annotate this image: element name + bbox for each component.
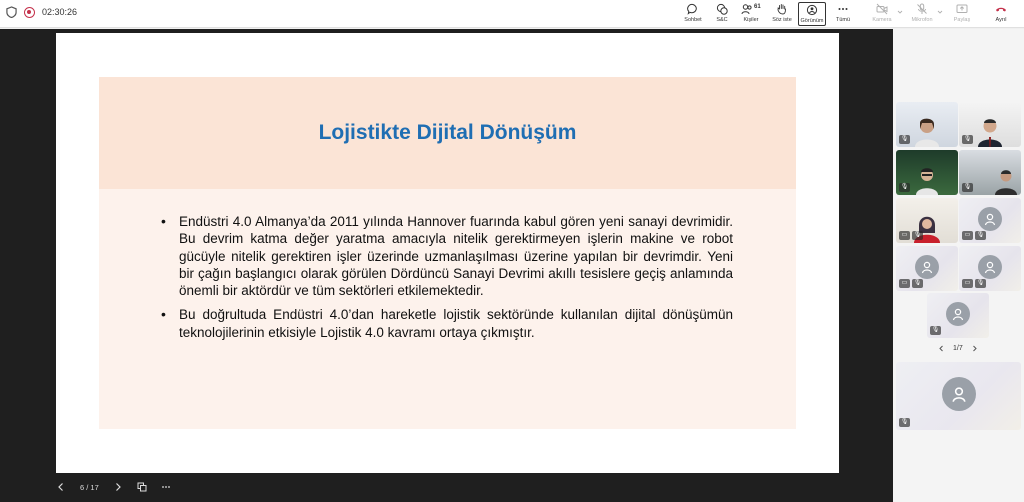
qa-icon [716, 3, 728, 15]
more-icon [837, 3, 849, 15]
leave-label: Ayrıl [995, 17, 1007, 23]
participant-tile[interactable] [959, 198, 1021, 243]
participants-gallery [893, 29, 1024, 502]
participant-video-feed [913, 163, 941, 195]
camera-off-small-icon: ▭ [899, 231, 910, 240]
presentation-nav [56, 477, 171, 497]
chat-label: Sohbet [684, 17, 702, 23]
presentation-slide [56, 33, 839, 473]
people-icon [741, 3, 753, 15]
participant-tile[interactable] [959, 246, 1021, 291]
participant-avatar-icon [942, 377, 976, 411]
participant-video-tile[interactable] [896, 198, 958, 243]
recording-icon [24, 7, 35, 18]
next-slide-icon[interactable] [113, 482, 123, 492]
slide-bullet-list [159, 213, 733, 348]
raise-hand-icon [776, 3, 788, 15]
participant-video-feed [976, 115, 1004, 147]
leave-call-icon [995, 3, 1007, 15]
more-options-icon[interactable] [161, 482, 171, 492]
previous-slide-icon[interactable] [56, 482, 66, 492]
mic-off-icon [916, 3, 928, 15]
mic-muted-icon: 🎙 [976, 280, 985, 286]
people-label: Kişiler [743, 17, 759, 23]
participant-avatar-icon [978, 255, 1002, 279]
view-icon [806, 4, 818, 16]
gallery-page-counter: 1/7 [953, 345, 963, 352]
camera-label: Kamera [872, 17, 892, 23]
participant-video-tile[interactable] [896, 102, 958, 147]
participant-avatar-icon [946, 302, 970, 326]
microphone-button[interactable] [908, 2, 936, 26]
microphone-options-chevron-icon[interactable] [937, 9, 943, 15]
slide-bullet: • Endüstri 4.0 Almanya’da 2011 yılında Hannover fuarında kabul gören yeni sanayi devrimidir. Bu devrim katma değer yaratma amacıyla nitelik gerektirmeyen işlerin makine ve robot gücüyle nitelik gerektiren işler üzerinde uzmanlaşılması üzerine yapılan bir devrimdir. Yeni bir çağın başlangıcı olarak görülen Dördüncü Sanayi Devrimi akıllı tesislere geçiş anlamında önemli bir aktördür ve tüm sektörleri etkilemektedir. [159, 213, 733, 299]
camera-off-small-icon: ▭ [962, 231, 973, 240]
participant-video-tile[interactable] [959, 150, 1021, 195]
slide-content-box [99, 77, 796, 429]
qa-button[interactable] [708, 2, 736, 26]
camera-off-small-icon: ▭ [899, 279, 910, 288]
slide-title: Lojistikte Dijital Dönüşüm [318, 121, 577, 144]
share-icon [956, 3, 968, 15]
raise-hand-label: Söz iste [772, 17, 792, 23]
mic-muted-icon: 🎙 [900, 419, 909, 425]
mic-muted-icon: 🎙 [963, 136, 972, 142]
microphone-label: Mikrofon [911, 17, 933, 23]
mic-muted-icon: 🎙 [931, 327, 940, 333]
camera-off-small-icon: ▭ [962, 279, 973, 288]
more-label: Tümü [835, 17, 851, 23]
share-label: Paylaş [953, 17, 971, 23]
self-view-tile[interactable] [896, 362, 1021, 430]
mic-muted-icon: 🎙 [913, 280, 922, 286]
participant-tile[interactable] [896, 246, 958, 291]
meeting-timer: 02:30:26 [42, 7, 78, 17]
mic-muted-icon: 🎙 [913, 232, 922, 238]
slide-title-band [99, 77, 796, 189]
next-page-icon[interactable] [971, 345, 978, 352]
camera-off-icon [876, 3, 888, 15]
participant-avatar-icon [978, 207, 1002, 231]
participant-video-feed [992, 163, 1020, 195]
thumbnails-icon[interactable] [137, 482, 147, 492]
camera-button[interactable] [868, 2, 896, 26]
participant-video-feed [913, 115, 941, 147]
participant-avatar-icon [915, 255, 939, 279]
share-button[interactable] [948, 2, 976, 26]
qa-label: S&C [716, 17, 728, 23]
meeting-toolbar [0, 0, 1024, 28]
toolbar-left [6, 6, 77, 18]
gallery-pager [938, 345, 978, 352]
more-button[interactable] [829, 2, 857, 26]
slide-bullet: • Bu doğrultuda Endüstri 4.0’dan hareketle lojistik sektöründe kullanılan dijital dönüşümün teknolojilerinin etkisiyle Lojistik 4.0 kavramı ortaya çıkmıştır. [159, 306, 733, 341]
view-button[interactable] [798, 2, 826, 26]
mic-muted-icon: 🎙 [976, 232, 985, 238]
previous-page-icon[interactable] [938, 345, 945, 352]
camera-options-chevron-icon[interactable] [897, 9, 903, 15]
participant-video-tile[interactable] [896, 150, 958, 195]
leave-button[interactable] [987, 2, 1015, 26]
shared-content-stage [0, 29, 893, 502]
people-button[interactable] [737, 2, 765, 26]
mic-muted-icon: 🎙 [900, 136, 909, 142]
participant-tile[interactable] [927, 293, 989, 338]
mic-muted-icon: 🎙 [900, 184, 909, 190]
slide-page-counter: 6 / 17 [80, 482, 99, 492]
chat-button[interactable] [679, 2, 707, 26]
chat-icon [687, 3, 699, 15]
view-label: Görünüm [800, 18, 824, 24]
shield-icon [6, 6, 17, 18]
participant-video-tile[interactable] [959, 102, 1021, 147]
raise-hand-button[interactable] [768, 2, 796, 26]
people-count-badge: 61 [754, 4, 761, 10]
mic-muted-icon: 🎙 [963, 184, 972, 190]
